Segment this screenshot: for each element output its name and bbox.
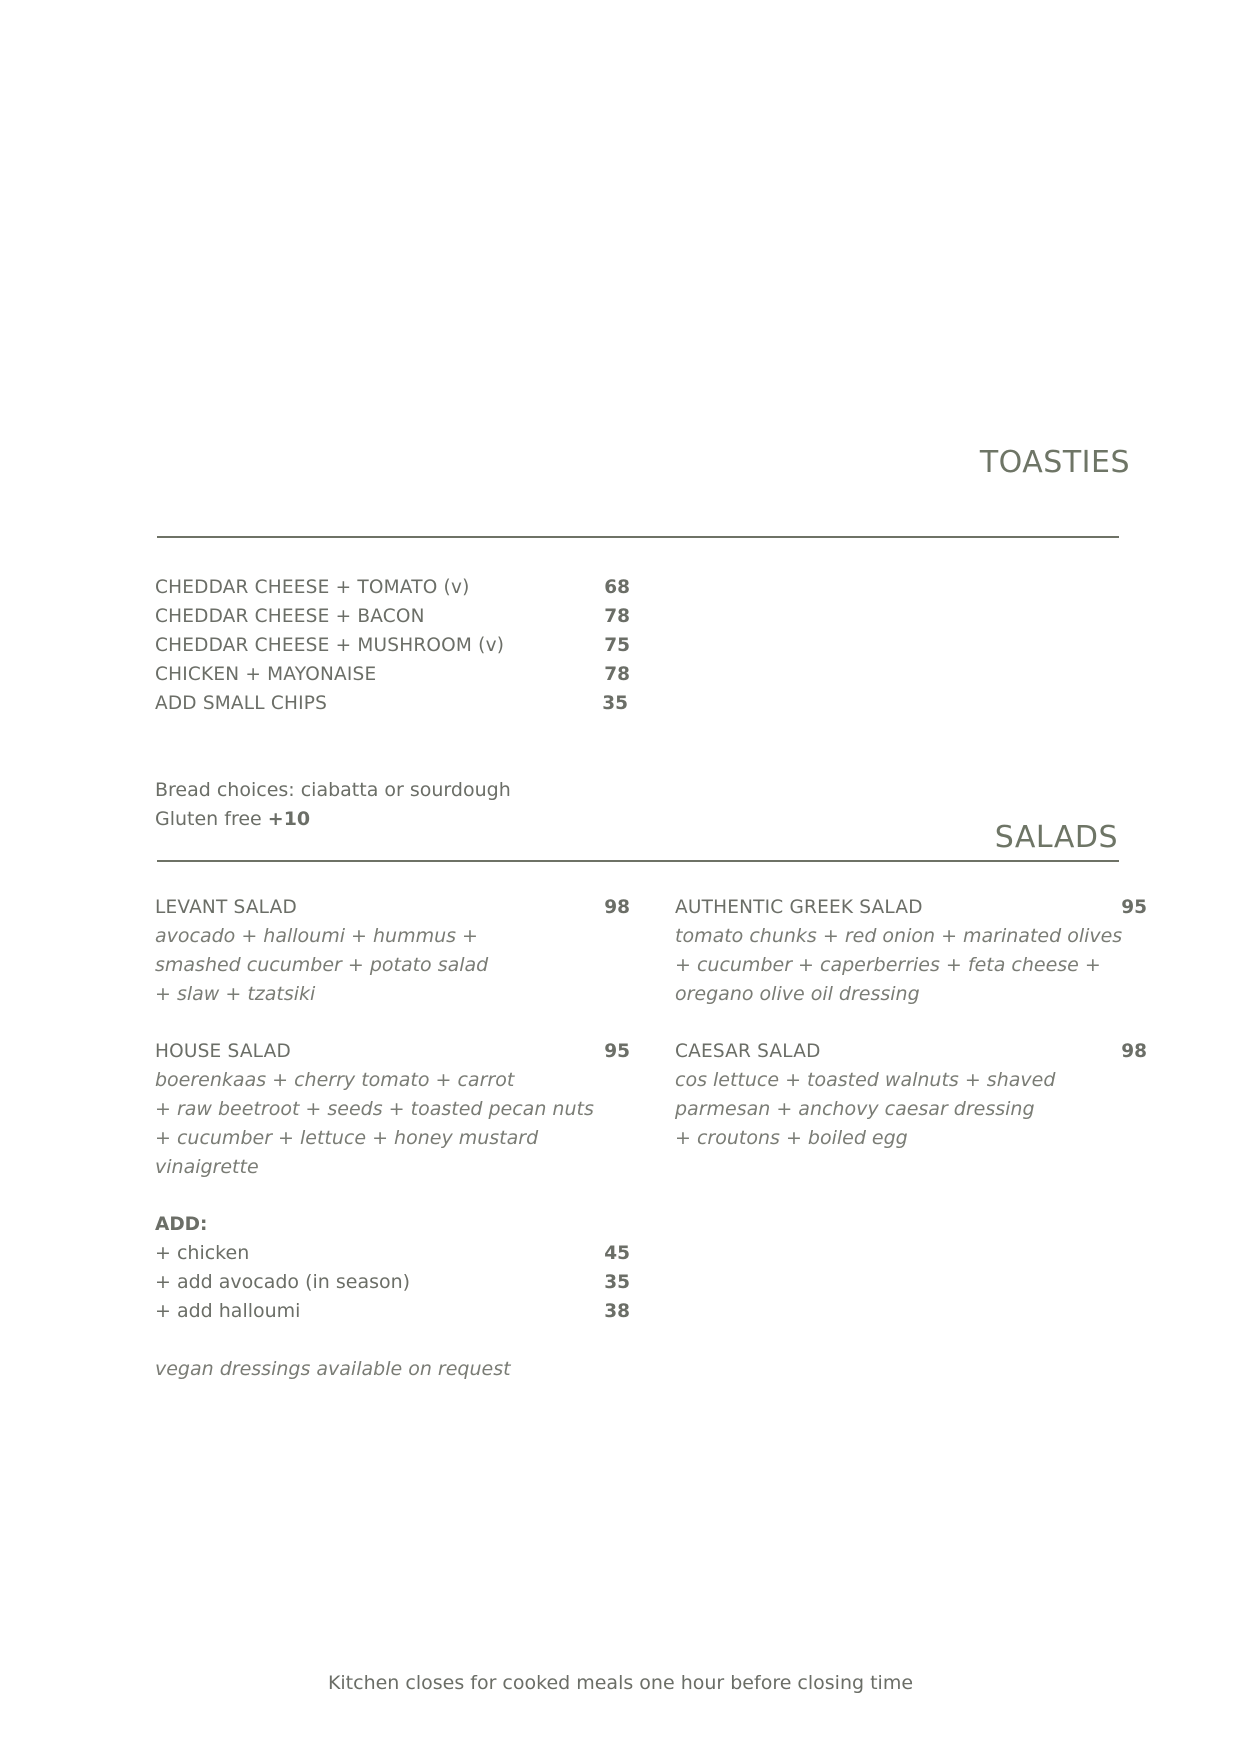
- add-on-name: + chicken: [155, 1242, 250, 1264]
- menu-item-price: 78: [604, 664, 630, 685]
- list-item: [155, 602, 630, 631]
- list-item: [155, 631, 630, 660]
- list-item: [155, 573, 630, 602]
- menu-item-greek-salad: [675, 893, 1147, 922]
- menu-item-description: cos lettuce + toasted walnuts + shaved: [675, 1069, 1056, 1091]
- add-on-item: [155, 1239, 630, 1268]
- menu-item-description: smashed cucumber + potato salad: [155, 954, 489, 976]
- add-ons-heading: ADD:: [155, 1214, 208, 1235]
- menu-item-description: oregano olive oil dressing: [675, 983, 920, 1005]
- menu-item-name: CHEDDAR CHEESE + BACON: [155, 606, 425, 627]
- add-on-price: 35: [604, 1272, 630, 1293]
- menu-item-name: CHICKEN + MAYONAISE: [155, 664, 377, 685]
- menu-item-description: parmesan + anchovy caesar dressing: [675, 1098, 1035, 1120]
- add-on-price: 45: [604, 1243, 630, 1264]
- salads-title: SALADS: [994, 820, 1118, 855]
- menu-item-price: 98: [604, 897, 630, 918]
- add-on-item: [155, 1297, 630, 1326]
- menu-item-description: + cucumber + caperberries + feta cheese +: [675, 954, 1101, 976]
- menu-item-price: 68: [604, 577, 630, 598]
- gluten-free-label: Gluten free: [155, 808, 268, 830]
- menu-item-name: AUTHENTIC GREEK SALAD: [675, 897, 923, 918]
- toasties-divider: [157, 536, 1119, 538]
- menu-item-name: HOUSE SALAD: [155, 1041, 291, 1062]
- menu-item-name: LEVANT SALAD: [155, 897, 297, 918]
- menu-item-price: 78: [604, 606, 630, 627]
- kitchen-closing-note: Kitchen closes for cooked meals one hour before closing time: [327, 1672, 914, 1694]
- add-on-name: + add avocado (in season): [155, 1271, 411, 1293]
- menu-item-description: + slaw + tzatsiki: [155, 983, 316, 1005]
- menu-item-description: vinaigrette: [155, 1156, 259, 1178]
- menu-item-price: 35: [602, 693, 628, 714]
- add-on-price: 38: [604, 1301, 630, 1322]
- menu-item-price: 98: [1121, 1041, 1147, 1062]
- bread-choices-note: Bread choices: ciabatta or sourdough: [155, 779, 511, 801]
- gluten-free-price: +10: [267, 808, 311, 830]
- menu-item-name: CHEDDAR CHEESE + MUSHROOM (v): [155, 635, 505, 656]
- gluten-free-note: [155, 805, 310, 834]
- menu-item-description: + cucumber + lettuce + honey mustard: [155, 1127, 539, 1149]
- menu-item-description: + raw beetroot + seeds + toasted pecan nuts: [155, 1098, 594, 1120]
- salads-divider: [157, 860, 1119, 862]
- menu-item-description: avocado + halloumi + hummus +: [155, 925, 478, 947]
- list-item: [155, 689, 628, 718]
- menu-item-name: ADD SMALL CHIPS: [155, 693, 328, 714]
- vegan-dressings-note: vegan dressings available on request: [155, 1358, 511, 1380]
- menu-item-house-salad: [155, 1037, 630, 1066]
- list-item: [155, 660, 630, 689]
- menu-item-description: tomato chunks + red onion + marinated olives: [675, 925, 1123, 947]
- menu-item-description: boerenkaas + cherry tomato + carrot: [155, 1069, 515, 1091]
- menu-item-description: + croutons + boiled egg: [675, 1127, 908, 1149]
- menu-item-price: 95: [604, 1041, 630, 1062]
- toasties-title: TOASTIES: [979, 445, 1130, 480]
- menu-item-name: CHEDDAR CHEESE + TOMATO (v): [155, 577, 470, 598]
- add-on-name: + add halloumi: [155, 1300, 301, 1322]
- menu-item-name: CAESAR SALAD: [675, 1041, 821, 1062]
- menu-item-price: 75: [604, 635, 630, 656]
- add-on-item: [155, 1268, 630, 1297]
- menu-item-price: 95: [1121, 897, 1147, 918]
- menu-item-caesar-salad: [675, 1037, 1147, 1066]
- menu-item-levant-salad: [155, 893, 630, 922]
